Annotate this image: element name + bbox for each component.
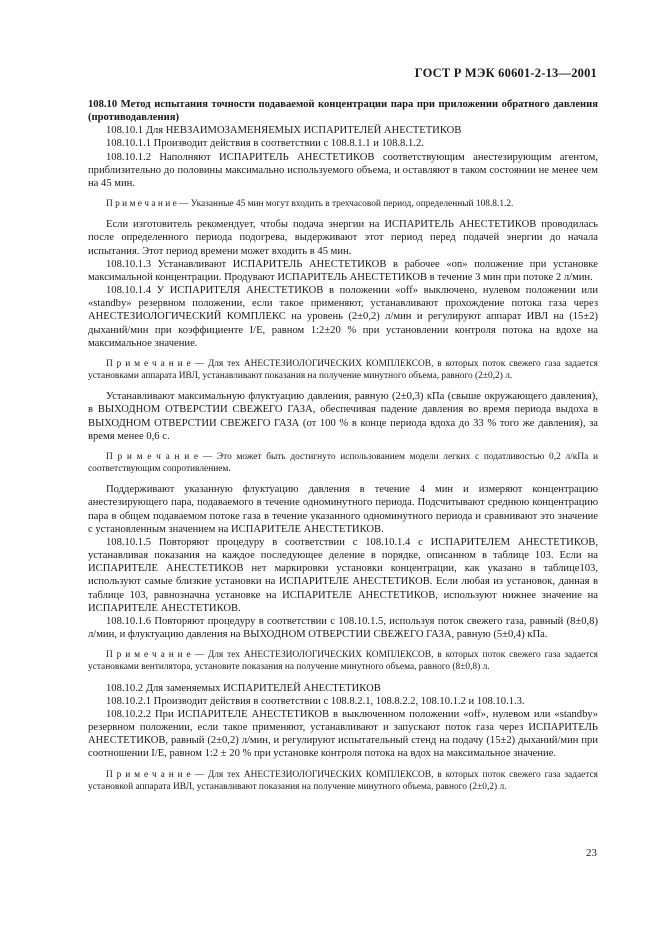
clause-108-10-1-6: 108.10.1.6 Повторяют процедуру в соответствии с 108.10.1.5, используя поток свежего газа, равный (8±0,8) л/мин, и флуктуацию давления на ВЫХОДНОМ ОТВЕРСТИИ СВЕЖЕГО ГАЗА, равную (5±0,4) кПа. [88,615,598,641]
paragraph-pressure-fluctuation: Устанавливают максимальную флуктуацию давления, равную (2±0,3) кПа (свыше окружающего давления), в ВЫХОДНОМ ОТВЕРСТИИ СВЕЖЕГО ГАЗА, обеспечивая падение давления во время периода выдоха в ВЫХОДНОМ ОТВЕРСТИИ СВЕЖЕГО ГАЗА (от 100 % в конце периода вдоха до 33 % того же давления), за время менее 0,6 с. [88,391,598,442]
clause-108-10-1-2: 108.10.1.2 Наполняют ИСПАРИТЕЛЬ АНЕСТЕТИКОВ соответствующим анестезирующим агентом, приблизительно до половины максимально используемого объема, и оставляют в таком состоянии не менее чем на 45 мин. [88,151,598,189]
clause-108-10-1: 108.10.1 Для НЕВЗАИМОЗАМЕНЯЕМЫХ ИСПАРИТЕЛЕЙ АНЕСТЕТИКОВ [106,125,462,137]
clause-108-10-2-2: 108.10.2.2 При ИСПАРИТЕЛЕ АНЕСТЕТИКОВ в выключенном положении «off», нулевом или «standby» резервном положении, если такое применяют, устанавливают и запускают поток газа через ИСПАРИТЕЛЬ АНЕСТЕТИКОВ, равный (2±0,2) л/мин, и регулируют испытательный стенд на подачу (15±2) дыханий/мин при соотношении I/E, равном 1:2 ± 20 % при установке контроля потока на вдох на максимальное значение. [88,708,598,760]
spacer [88,190,598,198]
document-body [88,98,598,793]
spacer [88,382,598,390]
clause-108-10-2-1: 108.10.2.1 Производит действия в соответствии с 108.8.2.1, 108.8.2.2, 108.10.1.2 и 108.10.1.3. [106,695,525,707]
spacer [88,761,598,769]
note-minute-volume-ivl: П р и м е ч а н и е — Для тех АНЕСТЕЗИОЛОГИЧЕСКИХ КОМПЛЕКСОВ, в которых поток свежего газа задается установкой аппарата ИВЛ, устанавливают показания на получение минутного объема, равного (2±0,2) л. [88,769,598,792]
clause-108-10-1-1: 108.10.1.1 Производит действия в соответствии с 108.8.1.1 и 108.8.1.2. [106,138,424,150]
spacer [88,350,598,358]
note-lung-model: П р и м е ч а н и е — Это может быть достигнуто использованием модели легких с податливостью 0,2 л/кПа и соответствующим сопротивлением. [88,451,598,475]
spacer [88,641,598,649]
clause-108-10-2: 108.10.2 Для заменяемых ИСПАРИТЕЛЕЙ АНЕСТЕТИКОВ [106,682,381,694]
spacer [88,674,598,682]
clause-108-10-1-3: 108.10.1.3 Устанавливают ИСПАРИТЕЛЬ АНЕСТЕТИКОВ в рабочее «on» положение при установке максимальной концентрации. Продувают ИСПАРИТЕЛЬ АНЕСТЕТИКОВ в течение 3 мин при потоке 2 л/мин. [88,258,598,283]
standard-header: ГОСТ Р МЭК 60601-2-13—2001 [414,66,597,80]
spacer [88,475,598,483]
paragraph-warmup: Если изготовитель рекомендует, чтобы подача энергии на ИСПАРИТЕЛЬ АНЕСТЕТИКОВ проводилась после определенного периода подогрева, выдерживают этот период перед подачей энергии до начала испытания. Этот период времени может входить в 45 мин. [88,219,598,257]
note-minute-volume-2l: П р и м е ч а н и е — Для тех АНЕСТЕЗИОЛОГИЧЕСКИХ КОМПЛЕКСОВ, в которых поток свежего газа задается установками аппарата ИВЛ, устанавливают показания на получение минутного объема, равного (2±0,2) л. [88,358,598,382]
clause-108-10-1-4: 108.10.1.4 У ИСПАРИТЕЛЯ АНЕСТЕТИКОВ в положении «off» выключено, нулевом положении или «standby» резервном положении, если такое применяют, устанавливают прохождение потока газа через АНЕСТЕЗИОЛОГИЧЕСКИЙ КОМПЛЕКС на уровень (2±0,2) л/мин и регулируют аппарат ИВЛ на (15±2) дыханий/мин при коэффициенте I/E, равном 1:2±20 % при установлении контроля потока на вдохе на максимальное значение. [88,285,598,349]
note-minute-volume-8l: П р и м е ч а н и е — Для тех АНЕСТЕЗИОЛОГИЧЕСКИХ КОМПЛЕКСОВ, в которых поток свежего газа задается установками вентилятора, установите показания на получение минутного объема, равного (8±0,8) л. [88,650,598,673]
spacer [88,210,598,218]
clause-108-10-1-5: 108.10.1.5 Повторяют процедуру в соответствии с 108.10.1.4 с ИСПАРИТЕЛЕМ АНЕСТЕТИКОВ, устанавливая показания на каждое последующее деление в порядке, описанном в таблице 103. Если на ИСПАРИТЕЛЕ АНЕСТЕТИКОВ нет маркировки установки концентрации, как указано в таблице103, используют самые близкие установки на ИСПАРИТЕЛЕ АНЕСТЕТИКОВ. Если любая из установок, данная в таблице 103, равнозначна установке на ИСПАРИТЕЛЕ АНЕСТЕТИКОВ, используют нижнее значение на ИСПАРИТЕЛЕ АНЕСТЕТИКОВ. [88,536,598,614]
page-number: 23 [586,847,597,859]
note-45-min: П р и м е ч а н и е — Указанные 45 мин могут входить в трехчасовой период, определенный 108.8.1.2. [106,199,514,210]
spacer [88,443,598,451]
paragraph-measure-concentration: Поддерживают указанную флуктуацию давления в течение 4 мин и измеряют концентрацию анестезирующего пара, подаваемого в течение одноминутного периода. Подсчитывают среднюю концентрацию пара в общем подаваемом потоке газа в течение указанного одноминутного периода и сравнивают это значение с установленным значением на ИСПАРИТЕЛЕ АНЕСТЕТИКОВ. [88,484,598,535]
section-title: 108.10 Метод испытания точности подаваемой концентрации пара при приложении обратного давления (противодавления) [88,99,598,124]
